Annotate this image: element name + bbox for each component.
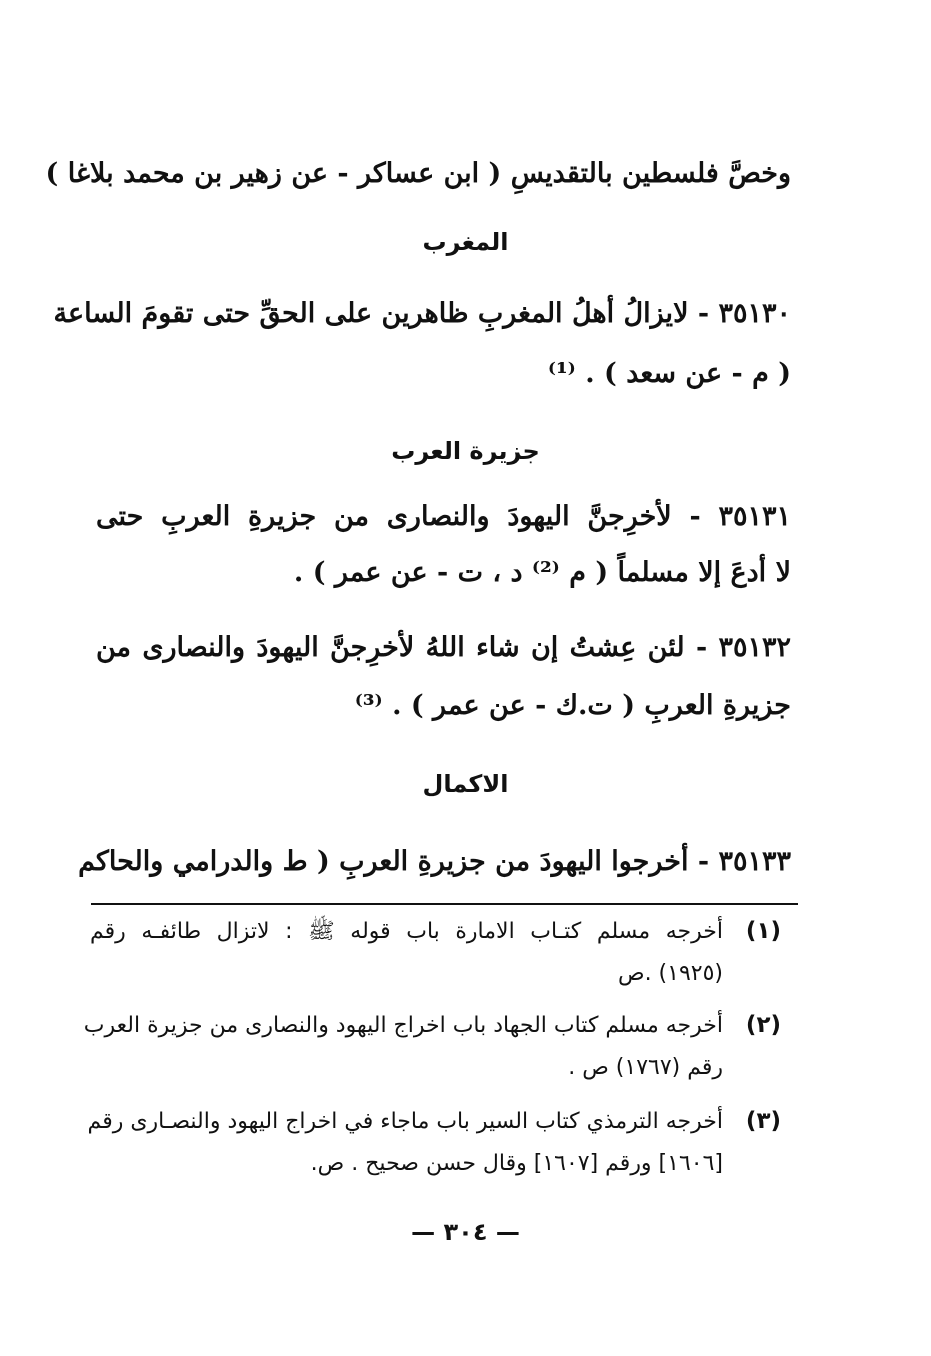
hadith-35131-line-2: لا أدعَ إلا مسلماً ( م ⁽²⁾ د ، ت - عن عمر ) . bbox=[293, 557, 791, 588]
hadith-35133-line-1: ٣٥١٣٣ - أخرجوا اليهودَ من جزيرةِ العربِ ( ط والدرامي والحاكم bbox=[78, 846, 791, 877]
hadith-35132-line-2: جزيرةِ العربِ ( ت.ك - عن عمر ) . ⁽³⁾ bbox=[354, 690, 791, 721]
footnote-divider bbox=[91, 903, 798, 905]
footnote-3-line-1: أخرجه الترمذي كتاب السير باب ماجاء في اخراج اليهود والنصـارى رقم bbox=[87, 1109, 723, 1134]
footnote-1-line-2: (١٩٢٥) .ص bbox=[617, 961, 723, 986]
hadith-35130-line-2: ( م - عن سعد ) . ⁽¹⁾ bbox=[547, 358, 791, 389]
section-heading-ikmal: الاكمال bbox=[422, 770, 509, 798]
footnote-3-line-2: [١٦٠٦] ورقم [١٦٠٧] وقال حسن صحيح . ص. bbox=[310, 1151, 723, 1176]
footnote-2-number: (٢) bbox=[745, 1012, 781, 1038]
section-heading-jazira: جزيرة العرب bbox=[391, 437, 540, 465]
footnote-2-line-2: رقم (١٧٦٧) ص . bbox=[568, 1055, 723, 1080]
section-heading-maghrib: المغرب bbox=[422, 228, 509, 256]
footnote-2-line-1: أخرجه مسلم كتاب الجهاد باب اخراج اليهود والنصارى من جزيرة العرب bbox=[83, 1013, 723, 1038]
footnote-3-number: (٣) bbox=[745, 1108, 781, 1134]
footnote-1-number: (١) bbox=[745, 918, 781, 944]
intro-line: وخصَّ فلسطين بالتقديسِ ( ابن عساكر - عن زهير بن محمد بلاغا ) bbox=[45, 158, 791, 189]
page-number: — ٣٠٤ — bbox=[411, 1218, 520, 1246]
hadith-35130-line-1: ٣٥١٣٠ - لايزالُ أهلُ المغربِ ظاهرين على الحقِّ حتى تقومَ الساعة bbox=[53, 298, 791, 329]
hadith-35131-line-1: ٣٥١٣١ - لأخرِجنَّ اليهودَ والنصارى من جزيرةِ العربِ حتى bbox=[96, 501, 791, 532]
hadith-35132-line-1: ٣٥١٣٢ - لئن عِشتُ إن شاء اللهُ لأخرِجنَّ اليهودَ والنصارى من bbox=[96, 632, 791, 663]
footnote-1-line-1: أخرجه مسلم كتـاب الامارة باب قوله ﷺ : لاتزال طائفـه رقم bbox=[90, 919, 723, 944]
